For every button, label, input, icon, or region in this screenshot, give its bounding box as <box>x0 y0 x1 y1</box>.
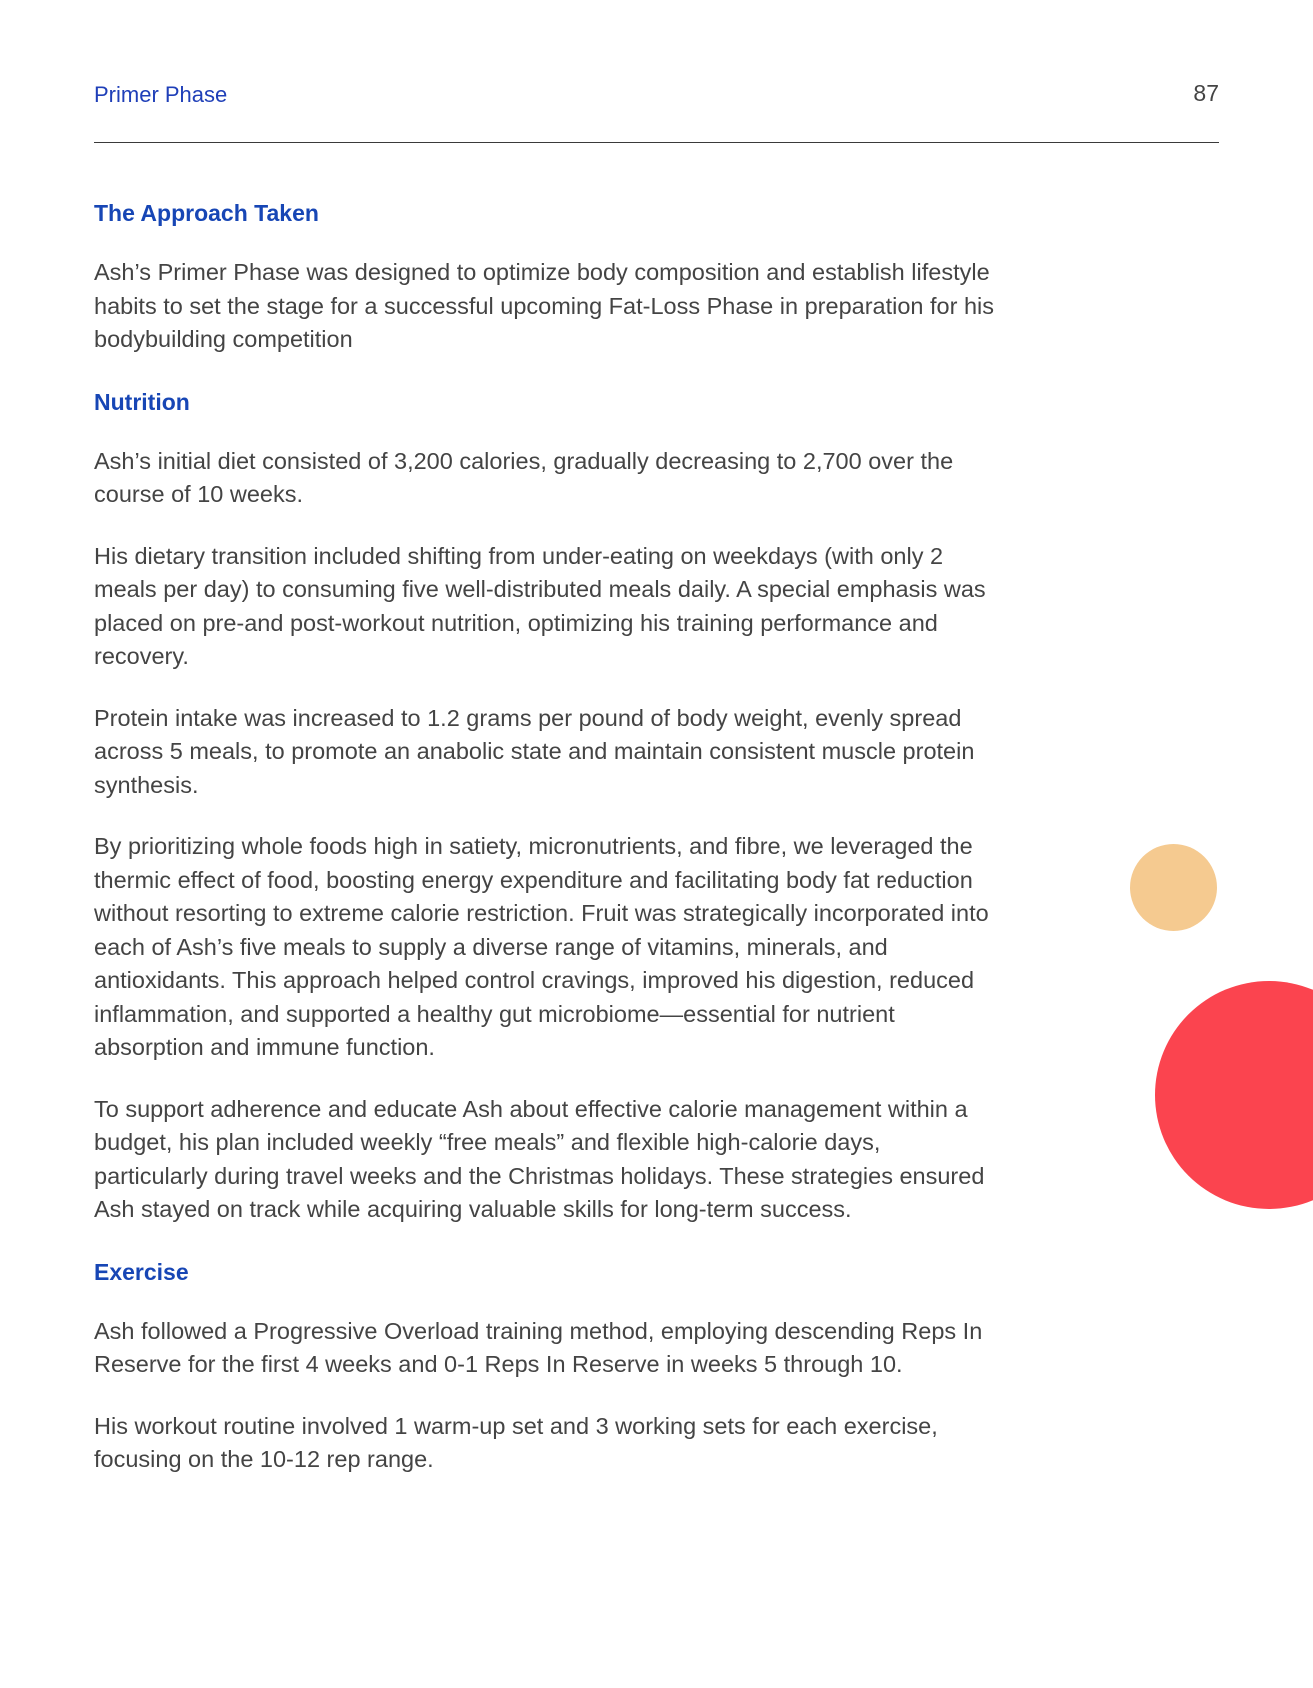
page-number: 87 <box>1193 80 1219 106</box>
nutrition-paragraph-adherence: To support adherence and educate Ash about effective calorie management within a budget, his plan included weekly “free meals” and flexible high-calorie days, particularly during travel weeks and the Christmas holidays. These strategies ensured Ash stayed on track while acquiring valuable skills for long-term success. <box>94 1095 985 1222</box>
page-content <box>94 196 999 1505</box>
nutrition-paragraph-protein: Protein intake was increased to 1.2 grams per pound of body weight, evenly spread across 5 meals, to promote an anabolic state and maintain consistent muscle protein synthesis. <box>94 704 975 798</box>
exercise-paragraph-routine: His workout routine involved 1 warm-up set and 3 working sets for each exercise, focusing on the 10-12 rep range. <box>94 1412 938 1472</box>
page-header <box>94 78 1219 143</box>
header-title: Primer Phase <box>94 82 228 107</box>
exercise-paragraph-overload: Ash followed a Progressive Overload training method, employing descending Reps In Reserve for the first 4 weeks and 0-1 Reps In Reserve in weeks 5 through 10. <box>94 1317 983 1377</box>
decorative-red-circle <box>1155 981 1313 1209</box>
approach-paragraph: Ash’s Primer Phase was designed to optimize body composition and establish lifestyle habits to set the stage for a successful upcoming Fat-Loss Phase in preparation for his bodybuilding competition <box>94 259 995 352</box>
nutrition-paragraph-meals: His dietary transition included shifting from under-eating on weekdays (with only 2 meals per day) to consuming five well-distributed meals daily. A special emphasis was placed on pre-and post-workout nutrition, optimizing his training performance and recovery. <box>94 542 986 669</box>
nutrition-paragraph-whole-foods: By prioritizing whole foods high in satiety, micronutrients, and fibre, we leveraged the thermic effect of food, boosting energy expenditure and facilitating body fat reduction without resorting to extreme calorie restriction. Fruit was strategically incorporated into each of Ash’s five meals to supply a diverse range of vitamins, minerals, and antioxidants. This approach helped control cravings, improved his digestion, reduced inflammation, and supported a healthy gut microbiome—essential for nutrient absorption and immune function. <box>94 833 989 1060</box>
section-heading-approach: The Approach Taken <box>94 200 319 226</box>
section-heading-nutrition: Nutrition <box>94 388 190 415</box>
decorative-orange-circle <box>1130 844 1217 931</box>
section-heading-exercise: Exercise <box>94 1258 189 1285</box>
nutrition-paragraph-calories: Ash’s initial diet consisted of 3,200 calories, gradually decreasing to 2,700 over the course of 10 weeks. <box>94 447 954 507</box>
